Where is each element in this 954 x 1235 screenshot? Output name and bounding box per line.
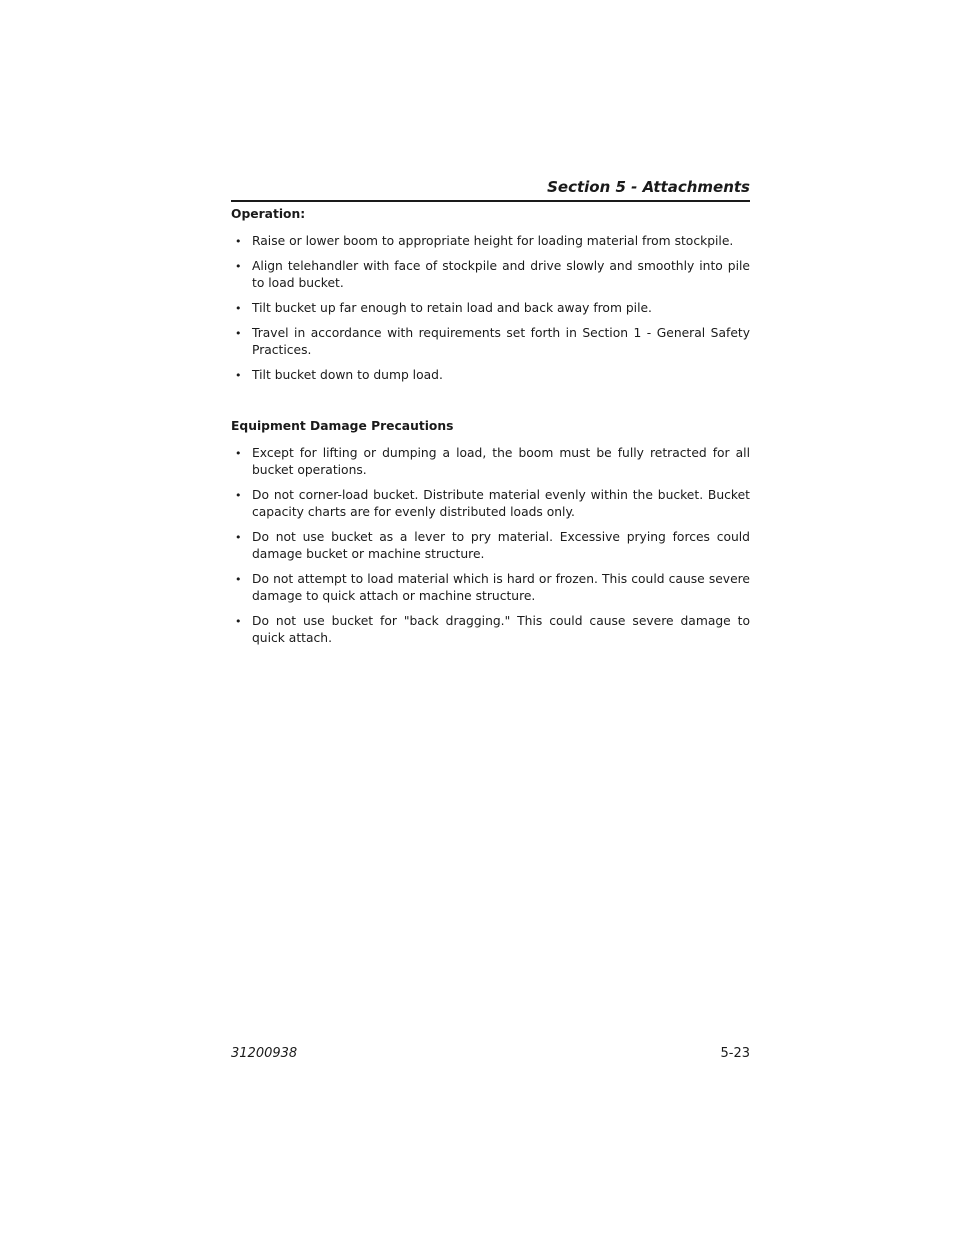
list-item — [231, 613, 750, 647]
list-item-text: Tilt bucket up far enough to retain load and back away from pile. — [252, 301, 652, 315]
list-item-text: Align telehandler with face of stockpile and drive slowly and smoothly into pile to load bucket. — [252, 259, 750, 290]
list-item — [231, 367, 750, 384]
page-number: 5-23 — [720, 1046, 750, 1061]
list-item — [231, 300, 750, 317]
list-item-text: Do not corner-load bucket. Distribute material evenly within the bucket. Bucket capacity charts are for evenly distributed loads only. — [252, 488, 750, 519]
list-item-text: Do not use bucket for "back dragging." This could cause severe damage to quick attach. — [252, 614, 750, 645]
list-item-text: Travel in accordance with requirements set forth in Section 1 - General Safety Practices. — [252, 326, 750, 357]
operation-heading: Operation: — [231, 207, 306, 221]
bullet-icon: • — [235, 573, 242, 586]
bullet-icon: • — [235, 447, 242, 460]
list-item-text: Raise or lower boom to appropriate height for loading material from stockpile. — [252, 234, 734, 248]
list-item-text: Do not use bucket as a lever to pry material. Excessive prying forces could damage bucket or machine structure. — [252, 530, 750, 561]
list-item — [231, 233, 750, 250]
bullet-icon: • — [235, 302, 242, 315]
header-rule — [231, 200, 750, 202]
operation-list — [231, 233, 750, 392]
list-item — [231, 258, 750, 292]
list-item-text: Except for lifting or dumping a load, the boom must be fully retracted for all bucket operations. — [252, 446, 750, 477]
list-item — [231, 445, 750, 479]
precautions-list — [231, 445, 750, 655]
bullet-icon: • — [235, 235, 242, 248]
section-title: Section 5 - Attachments — [547, 178, 750, 196]
manual-page — [231, 0, 751, 1235]
bullet-icon: • — [235, 369, 242, 382]
bullet-icon: • — [235, 327, 242, 340]
precautions-heading: Equipment Damage Precautions — [231, 419, 454, 433]
bullet-icon: • — [235, 531, 242, 544]
list-item — [231, 325, 750, 359]
list-item — [231, 571, 750, 605]
bullet-icon: • — [235, 260, 242, 273]
list-item-text: Tilt bucket down to dump load. — [252, 368, 443, 382]
list-item — [231, 487, 750, 521]
bullet-icon: • — [235, 615, 242, 628]
bullet-icon: • — [235, 489, 242, 502]
list-item — [231, 529, 750, 563]
document-number: 31200938 — [231, 1046, 298, 1061]
list-item-text: Do not attempt to load material which is hard or frozen. This could cause severe damage to quick attach or machine structure. — [252, 572, 750, 603]
